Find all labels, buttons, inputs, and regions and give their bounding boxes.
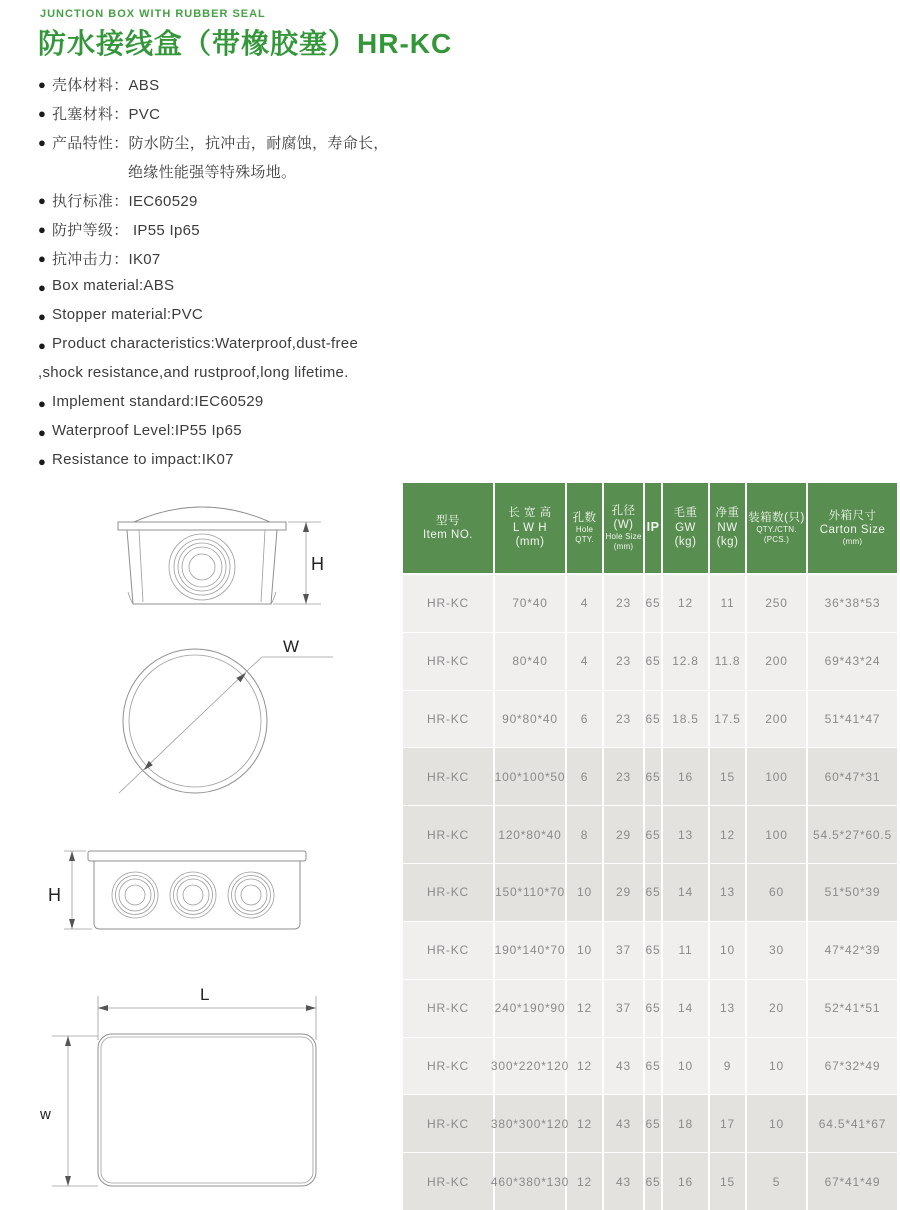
table-row [403,691,897,749]
table-cell: 67*32*49 [824,1058,881,1073]
diagram-circle-top [105,633,340,798]
bullet-icon: ● [38,280,47,295]
table-cell: 65 [645,1038,663,1095]
table-cell: 65 [645,1153,663,1210]
table-cell: 65 [645,633,663,690]
header-line: (kg) [716,536,739,549]
table-cell: 380*300*120 [495,1095,567,1152]
table-cell: HR-KC [403,691,495,748]
table-cell: 12 [567,980,604,1037]
spec-item [38,161,418,190]
table-cell: 12 [567,1038,604,1095]
table-cell: 190*140*70 [495,922,567,979]
bullet-icon: ● [38,222,47,237]
table-cell: 20 [747,980,808,1037]
table-cell: 11 [663,922,710,979]
spec-text: 抗冲击力：IK07 [52,251,161,268]
spec-item [38,132,418,161]
table-cell: 51*50*39 [824,885,881,900]
table-cell: 23 [604,575,645,632]
table-cell: 37 [604,922,645,979]
table-cell: 12 [710,806,747,863]
header-line: 外箱尺寸 [828,509,877,522]
table-cell: 10 [567,864,604,921]
table-cell: 47*42*39 [824,943,881,958]
spec-item [38,219,418,248]
header-line: Carton Size [819,524,886,536]
table-cell: 11 [710,575,747,632]
table-cell: 80*40 [495,633,567,690]
diagram-rect-box-side [40,833,340,938]
table-cell: 23 [604,748,645,805]
table-row [403,980,897,1038]
table-cell: 10 [747,1095,808,1152]
table-cell: 43 [604,1153,645,1210]
diagram-rect-top [30,972,370,1207]
table-cell: 65 [645,806,663,863]
table-cell: 70*40 [495,575,567,632]
table-cell: 60*47*31 [824,769,881,784]
table-cell: 17 [710,1095,747,1152]
table-cell: 65 [645,575,663,632]
table-cell: 23 [604,691,645,748]
table-cell: HR-KC [403,864,495,921]
dim-label-h-round: H [311,554,324,574]
table-cell: HR-KC [403,1153,495,1210]
header-line: L W H [512,521,548,534]
table-row [403,864,897,922]
header-line: (mm) [613,542,634,552]
table-cell: 12 [567,1095,604,1152]
spec-text: ,shock resistance,and rustproof,long lifetime. [38,364,349,381]
spec-item [38,393,418,422]
table-cell: 65 [645,748,663,805]
bullet-icon: ● [38,251,47,266]
table-cell: 14 [663,980,710,1037]
bullet-icon: ● [38,193,47,208]
spec-item [38,103,418,132]
header-line: (kg) [674,536,697,549]
table-cell: 43 [604,1095,645,1152]
spec-text: Implement standard:IEC60529 [52,393,264,410]
table-row [403,575,897,633]
spec-list [38,74,418,480]
table-cell: HR-KC [403,633,495,690]
table-cell: 54.5*27*60.5 [813,827,892,842]
bullet-icon: ● [38,425,47,440]
spec-item [38,74,418,103]
table-cell: 65 [645,691,663,748]
spec-text: 执行标准：IEC60529 [52,193,198,210]
spec-text: 防护等级： IP55 Ip65 [52,222,200,239]
table-row [403,922,897,980]
table-row [403,633,897,691]
header-line: (W) [613,519,634,531]
table-cell: 100 [747,748,808,805]
table-cell: 90*80*40 [495,691,567,748]
table-cell: 18 [663,1095,710,1152]
spec-text: Resistance to impact:IK07 [52,451,234,468]
header-line: Hole Size [605,532,642,542]
header-cell [645,483,663,573]
table-cell: 37 [604,980,645,1037]
header-line: GW [675,521,696,534]
header-cell [567,483,604,573]
page-subtitle-en: JUNCTION BOX WITH RUBBER SEAL [40,8,266,20]
spec-text: Box material:ABS [52,277,175,294]
table-cell: 36*38*53 [824,596,881,611]
table-body [403,575,897,1210]
table-cell: 6 [567,691,604,748]
spec-text: Waterproof Level:IP55 Ip65 [52,422,242,439]
table-cell: 43 [604,1038,645,1095]
header-cell [604,483,645,573]
header-line: 孔数 [572,511,597,524]
header-line: (PCS.) [763,535,790,545]
bullet-icon: ● [38,106,47,121]
table-cell: 18.5 [663,691,710,748]
header-line: IP [646,520,660,535]
header-line: Hole QTY. [575,525,594,545]
table-cell: 5 [747,1153,808,1210]
dim-label-w-circle: W [283,637,300,656]
spec-text: 壳体材料：ABS [52,77,160,94]
table-cell: 11.8 [710,633,747,690]
table-cell: 100 [747,806,808,863]
table-cell: 8 [567,806,604,863]
table-cell: 12 [567,1153,604,1210]
header-line: 孔径 [611,504,636,517]
table-cell: 51*41*47 [824,712,881,727]
dim-label-h-rect: H [48,885,61,905]
table-cell: 13 [710,980,747,1037]
table-cell: 100*100*50 [495,748,567,805]
bullet-icon: ● [38,135,47,150]
bullet-icon: ● [38,77,47,92]
table-cell: 300*220*120 [495,1038,567,1095]
table-cell: 4 [567,575,604,632]
dim-label-l: L [200,985,210,1004]
table-cell: 65 [645,980,663,1037]
table-cell: 30 [747,922,808,979]
table-cell: 6 [567,748,604,805]
table-row [403,1038,897,1096]
spec-text: 孔塞材料：PVC [52,106,161,123]
header-line: 型号 [436,514,460,527]
table-cell: 9 [710,1038,747,1095]
table-cell: 65 [645,922,663,979]
table-cell: HR-KC [403,748,495,805]
table-cell: 52*41*51 [824,1001,881,1016]
table-cell: 150*110*70 [495,864,567,921]
header-cell [710,483,747,573]
header-line: NW [717,521,738,534]
table-cell: HR-KC [403,806,495,863]
header-line: 毛重 [673,507,698,520]
spec-text: 绝缘性能强等特殊场地。 [128,164,297,181]
bullet-icon: ● [38,338,47,353]
header-cell [808,483,897,573]
header-cell [403,483,495,573]
table-cell: 23 [604,633,645,690]
table-cell: 4 [567,633,604,690]
header-line: 装箱数(只) [748,511,805,524]
table-row [403,1095,897,1153]
bullet-icon: ● [38,309,47,324]
spec-item [38,422,418,451]
header-line: Item NO. [422,529,473,541]
header-cell [747,483,808,573]
header-cell [663,483,710,573]
table-cell: 200 [747,633,808,690]
table-cell: 12 [663,575,710,632]
spec-item [38,277,418,306]
table-cell: 14 [663,864,710,921]
table-cell: HR-KC [403,1038,495,1095]
table-cell: 10 [747,1038,808,1095]
table-cell: 65 [645,1095,663,1152]
table-cell: 250 [747,575,808,632]
spec-item [38,248,418,277]
table-cell: 10 [710,922,747,979]
spec-item [38,335,418,364]
header-line: (mm) [515,536,545,549]
spec-item [38,306,418,335]
table-cell: HR-KC [403,980,495,1037]
table-cell: 69*43*24 [824,654,881,669]
table-cell: 64.5*41*67 [818,1116,887,1131]
spec-item [38,451,418,480]
spec-text: Stopper material:PVC [52,306,204,323]
table-cell: 240*190*90 [495,980,567,1037]
table-cell: 10 [567,922,604,979]
product-spec-table [403,483,897,1210]
table-cell: 29 [604,806,645,863]
table-cell: HR-KC [403,1095,495,1152]
table-cell: 17.5 [710,691,747,748]
page-title: 防水接线盒（带橡胶塞）HR-KC [38,28,453,59]
table-cell: HR-KC [403,922,495,979]
table-cell: HR-KC [403,575,495,632]
table-cell: 67*41*49 [824,1174,881,1189]
bullet-icon: ● [38,396,47,411]
spec-item [38,190,418,219]
table-cell: 29 [604,864,645,921]
header-cell [495,483,567,573]
table-cell: 65 [645,864,663,921]
header-line: 净重 [715,507,740,520]
table-cell: 15 [710,748,747,805]
table-row [403,1153,897,1210]
bullet-icon: ● [38,454,47,469]
spec-text: 产品特性：防水防尘，抗冲击，耐腐蚀，寿命长， [52,135,389,152]
table-cell: 15 [710,1153,747,1210]
table-row [403,806,897,864]
table-cell: 16 [663,1153,710,1210]
header-line: 长 宽 高 [508,507,552,520]
table-cell: 460*380*130 [495,1153,567,1210]
dim-label-w-rect: w [40,1106,51,1123]
table-cell: 200 [747,691,808,748]
table-header-row [403,483,897,575]
table-row [403,748,897,806]
table-cell: 13 [663,806,710,863]
table-cell: 60 [747,864,808,921]
table-cell: 13 [710,864,747,921]
header-line: QTY./CTN. [756,525,797,535]
table-cell: 10 [663,1038,710,1095]
table-cell: 16 [663,748,710,805]
header-line: (mm) [842,537,863,547]
spec-text: Product characteristics:Waterproof,dust-free [52,335,359,352]
table-cell: 120*80*40 [495,806,567,863]
table-cell: 12.8 [663,633,710,690]
spec-item [38,364,418,393]
diagram-round-box-side [110,492,325,620]
